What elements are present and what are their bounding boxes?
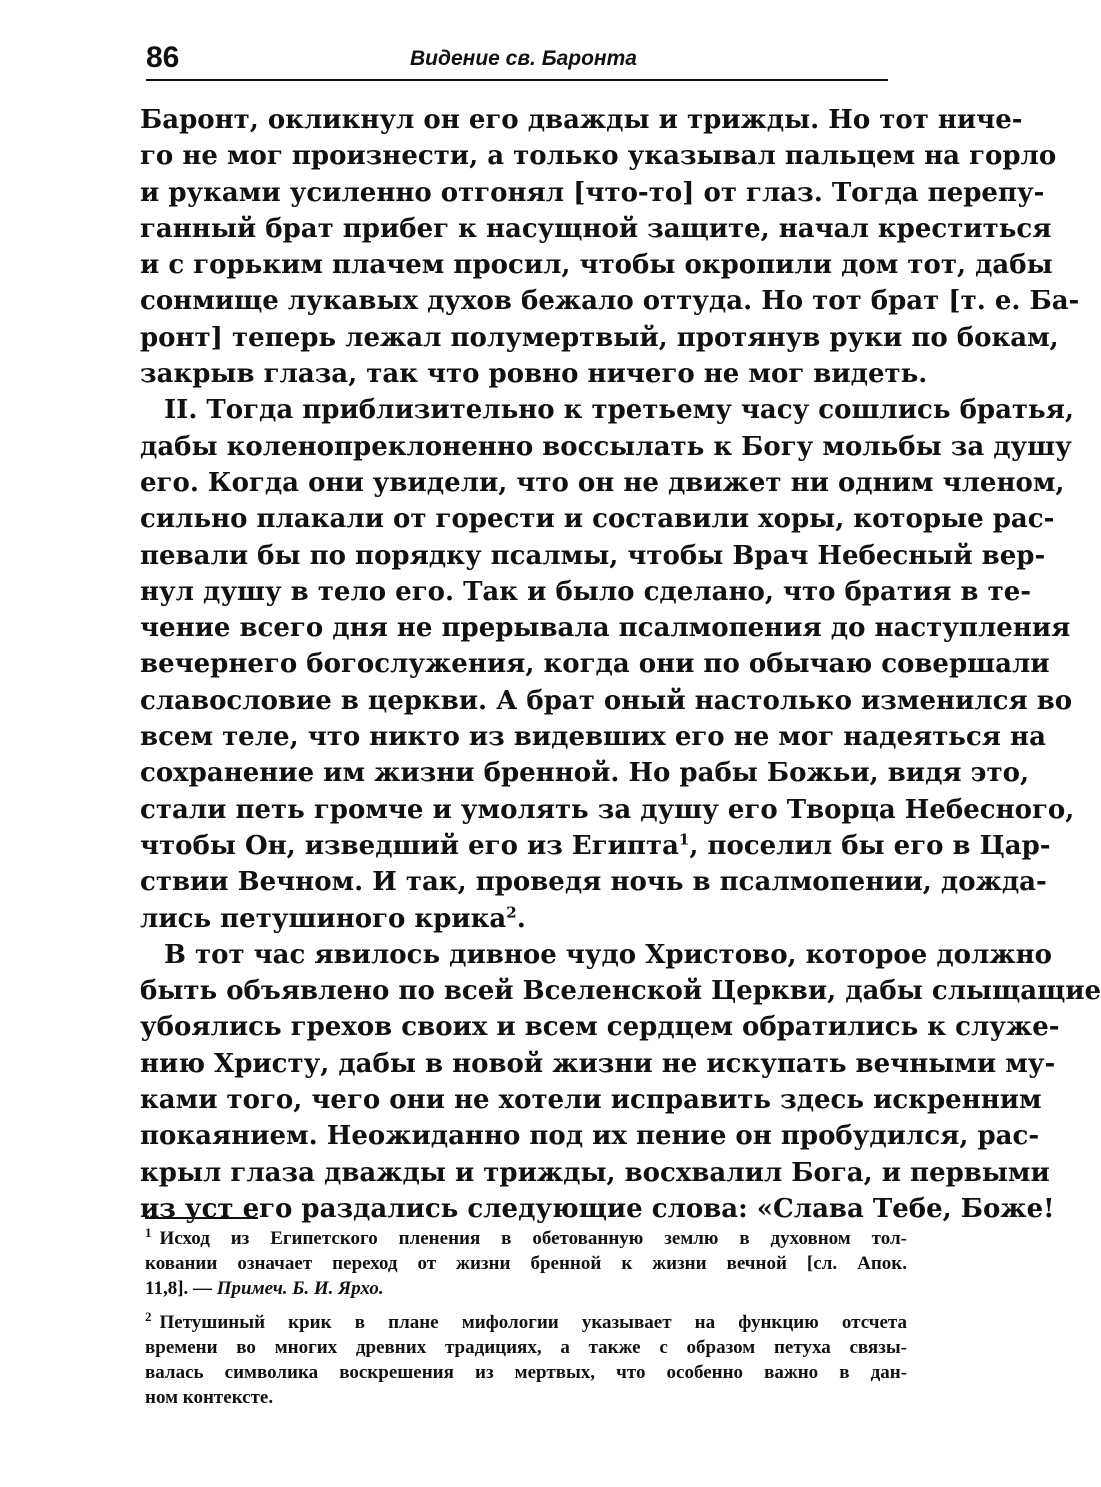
footnote-2-line: времени во многих древних традициях, а также с образом петуха связы- [145,1337,907,1358]
text-fragment: , поселил бы его в Цар- [689,830,1051,861]
text-line: ствии Вечном. И так, проведя ночь в псалмопении, дожда- [140,867,1047,898]
running-header [146,40,888,80]
text-line: и руками усиленно отгонял [что-то] от глаз. Тогда перепу- [140,177,1045,208]
text-line: нул душу в тело его. Так и было сделано, что братия в те- [140,576,1032,607]
text-line: крыл глаза дважды и трижды, восхвалил Бога, и первыми [140,1157,1050,1188]
footnote-text: 11,8]. — [145,1278,217,1299]
running-title: Видение св. Баронта [410,47,637,70]
text-line: сохранение им жизни бренной. Но рабы Божьи, видя это, [140,758,1030,789]
text-line: из уст его раздались следующие слова: «Слава Тебе, Боже! [140,1193,1055,1224]
text-line: певали бы по порядку псалмы, чтобы Врач Небесный вер- [140,540,1046,571]
text-line: его. Когда они увидели, что он не движет ни одним членом, [140,467,1065,498]
text-line: вечернего богослужения, когда они по обычаю совершали [140,649,1050,680]
text-line [140,828,1051,864]
text-line: убоялись грехов своих и всем сердцем обратились к служе- [140,1012,1060,1043]
footnote-spacer [145,1301,907,1310]
text-fragment: лись петушиного крика [140,903,507,934]
main-text [140,102,1101,1227]
header-rule [146,79,888,81]
footnote-1-line: ковании означает переход от жизни бренной к жизни вечной [сл. Апок. [145,1253,907,1274]
footnotes [145,1226,907,1410]
footnote-text: Петушиный крик в плане мифологии указывает на функцию отсчета [159,1312,907,1333]
editor-note: Примеч. Б. И. Ярхо. [216,1278,384,1299]
footnote-rule [145,1217,258,1219]
footnote-2-line: ном контексте. [145,1387,274,1408]
footnote-marker-1: 1 [145,1224,152,1240]
footnote-marker-2: 2 [145,1308,152,1324]
text-line: закрыв глаза, так что ровно ничего не мог видеть. [140,359,928,390]
footnote-1-line [145,1226,907,1251]
text-line [140,901,908,937]
footnote-ref-1[interactable]: 1 [678,830,690,849]
footnote-1-line [145,1276,907,1301]
text-line: сильно плакали от горести и составили хоры, которые рас- [140,504,1055,535]
text-line: дабы коленопреклоненно воссылать к Богу мольбы за душу [140,431,1072,462]
text-line: II. Тогда приблизительно к третьему часу сошлись братья, [164,395,1074,426]
footnote-2-line [145,1310,907,1335]
text-line: сонмище лукавых духов бежало оттуда. Но тот брат [т. е. Ба- [140,286,1080,317]
text-line: всем теле, что никто из видевших его не мог надеяться на [140,722,1046,753]
text-fragment: . [516,903,526,934]
footnote-2-line: валась символика воскрешения из мертвых, что особенно важно в дан- [145,1362,907,1383]
text-line: ронт] теперь лежал полумертвый, протянув руки по бокам, [140,322,1059,353]
text-line: и с горьким плачем просил, чтобы окропили дом тот, дабы [140,250,1053,281]
text-line: Баронт, окликнул он его дважды и трижды. Но тот ниче- [140,105,1023,135]
footnote-ref-2[interactable]: 2 [506,902,517,921]
text-fragment: чтобы Он, изведший его из Египта [140,830,679,861]
text-line: В тот час явилось дивное чудо Христово, которое должно [164,939,1052,970]
text-line: чение всего дня не прерывала псалмопения до наступления [140,613,1071,644]
text-line: стали петь громче и умолять за душу его Творца Небесного, [140,794,1075,825]
text-line: ками того, чего они не хотели исправить здесь искренним [140,1085,1042,1116]
text-line: нию Христу, дабы в новой жизни не искупать вечными му- [140,1048,1056,1079]
text-line: покаянием. Неожиданно под их пение он пробудился, рас- [140,1121,1040,1152]
footnote-text: Исход из Египетского пленения в обетованную землю в духовном тол- [159,1228,907,1249]
text-line: ганный брат прибег к насущной защите, начал креститься [140,213,1052,244]
text-line: го не мог произнести, а только указывал пальцем на горло [140,141,1057,172]
page-number: 86 [146,41,180,74]
text-line: славословие в церкви. А брат оный настолько изменился во [140,685,1073,716]
text-line: быть объявлено по всей Вселенской Церкви, дабы слыщащие [140,976,1101,1007]
